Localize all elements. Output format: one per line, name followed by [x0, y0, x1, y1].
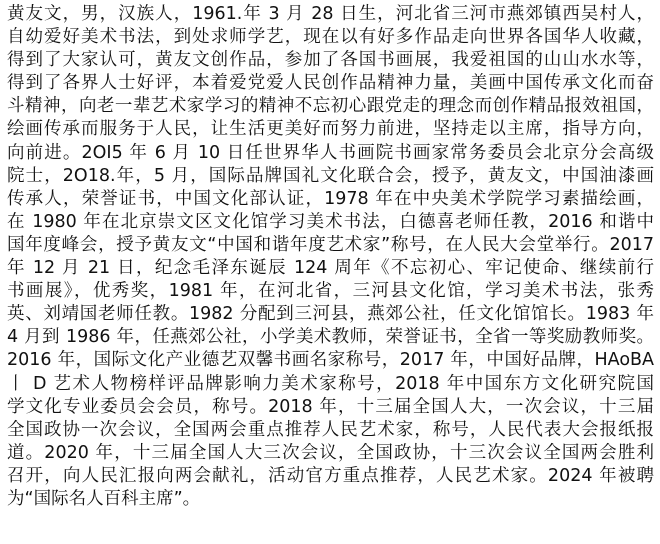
text-line: 自幼爱好美术书法，到处求师学艺，现在以有好多作品走向世界各国华人收藏，	[7, 27, 654, 48]
text-line: 丨 D 艺术人物榜样评品牌影响力美术家称号，2018 年中国东方文化研究院国	[7, 373, 654, 394]
text-line: 在 1980 年在北京崇文区文化馆学习美术书法，白德喜老师任教，2016 和谐中	[7, 211, 654, 232]
text-line: 得到了各界人士好评，本着爱党爱人民创作品精神力量，美画中国传承文化而奋	[7, 73, 654, 94]
text-line: 传承人，荣誉证书，中国文化部认证，1978 年在中央美术学院学习素描绘画，	[7, 188, 654, 209]
text-line: 年 12 月 21 日，纪念毛泽东诞辰 124 周年《不忘初心、牢记使命、继续前行	[7, 258, 654, 279]
text-line: 召开，向人民汇报向两会献礼，活动官方重点推荐，人民艺术家。2024 年被聘	[7, 465, 654, 486]
text-line: 4 月到 1986 年，任燕郊公社，小学美术教师，荣誉证书，全省一等奖励教师奖。	[7, 327, 654, 348]
text-line: 全国政协一次会议，全国两会重点推荐人民艺术家，称号，人民代表大会报纸报	[7, 419, 654, 440]
text-line: 学文化专业委员会会员，称号。2018 年，十三届全国人大，一次会议，十三届	[7, 396, 654, 417]
text-line: 黄友文，男，汉族人，1961.年 3 月 28 日生，河北省三河市燕郊镇西吴村人，	[7, 4, 654, 24]
text-line: 书画展》，优秀奖，1981 年，在河北省，三河县文化馆，学习美术书法，张秀	[7, 281, 654, 302]
text-line: 2016 年，国际文化产业德艺双馨书画名家称号，2017 年，中国好品牌，HAoBA	[7, 350, 654, 371]
text-line: 道。2020 年，十三届全国人大三次会议，全国政协，十三次会议全国两会胜利	[7, 442, 654, 463]
text-line: 英、刘靖国老师任教。1982 分配到三河县，燕郊公社，任文化馆馆长。1983 年	[7, 304, 654, 325]
text-line: 为“国际名人百科主席”。	[7, 488, 201, 509]
text-line: 绘画传承而服务于人民，让生活更美好而努力前进，坚持走以主席，指导方向，	[7, 119, 654, 140]
text-line: 斗精神，向老一辈艺术家学习的精神不忘初心跟党走的理念而创作精品报效祖国，	[7, 96, 654, 117]
text-line: 院士，2O18.年，5 月，国际品牌国礼文化联合会，授予，黄友文，中国油漆画	[7, 165, 654, 186]
text-line: 得到了大家认可，黄友文创作品，参加了各国书画展，我爱祖国的山山水水等，	[7, 50, 654, 71]
text-line: 向前进。2OI5 年 6 月 10 日任世界华人书画院书画家常务委员会北京分会高级	[7, 142, 654, 163]
text-line: 国年度峰会，授予黄友文“中国和谐年度艺术家”称号，在人民大会堂举行。2017	[7, 234, 654, 255]
